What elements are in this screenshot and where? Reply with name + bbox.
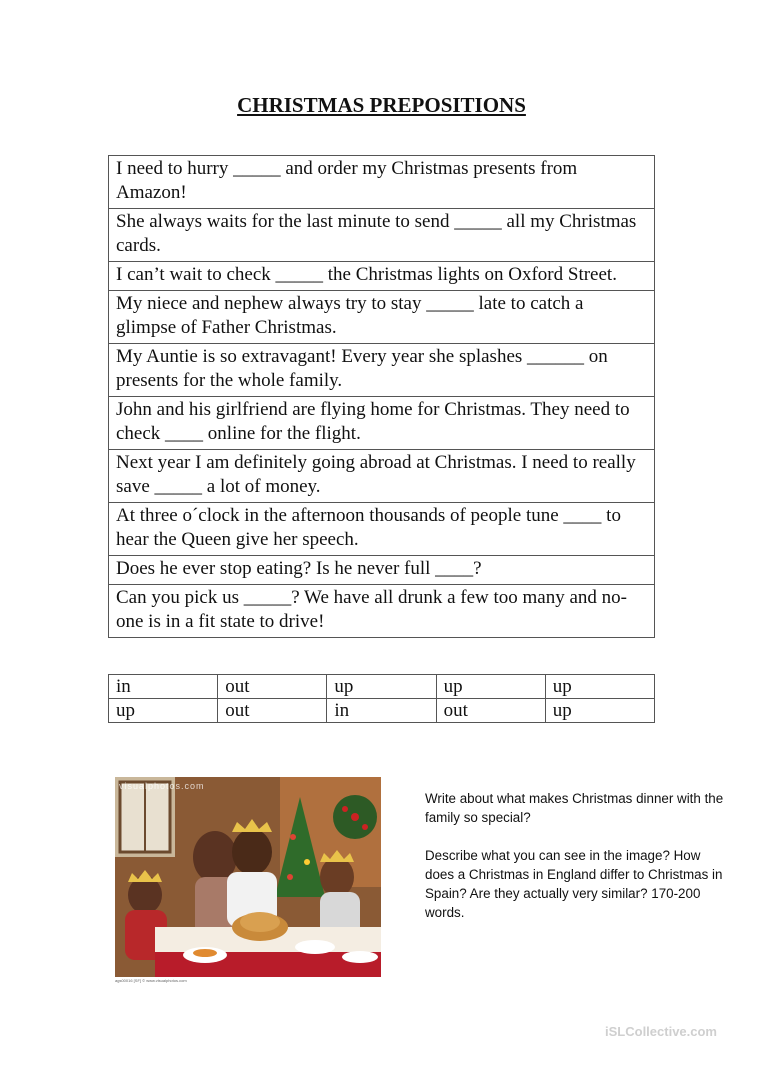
sentence-1: I need to hurry _____ and order my Christmas presents from Amazon! <box>109 156 655 209</box>
word-cell: out <box>218 699 327 723</box>
word-cell: up <box>545 699 654 723</box>
word-bank-table <box>108 674 655 723</box>
word-cell: in <box>327 699 436 723</box>
writing-task <box>425 789 725 941</box>
table-row <box>109 291 655 344</box>
photo-watermark: visualphotos.com <box>119 781 205 791</box>
family-dinner-illustration <box>115 777 381 977</box>
sentence-7: Next year I am definitely going abroad at Christmas. I need to really save _____ a lot of money. <box>109 450 655 503</box>
word-cell: up <box>436 675 545 699</box>
sentence-8: At three o´clock in the afternoon thousands of people tune ____ to hear the Queen give her speech. <box>109 503 655 556</box>
photo-caption: ags00016 [SF] © www.visualphotos.com <box>115 978 187 983</box>
sentence-9: Does he ever stop eating? Is he never full ____? <box>109 556 655 585</box>
sentence-2: She always waits for the last minute to send _____ all my Christmas cards. <box>109 209 655 262</box>
table-row <box>109 556 655 585</box>
sentence-4: My niece and nephew always try to stay _____ late to catch a glimpse of Father Christmas. <box>109 291 655 344</box>
table-row <box>109 344 655 397</box>
table-row <box>109 585 655 638</box>
word-cell: in <box>109 675 218 699</box>
task-paragraph-2: Describe what you can see in the image? How does a Christmas in England differ to Christmas in Spain? Are they actually very similar? 170-200 words. <box>425 848 723 920</box>
table-row <box>109 450 655 503</box>
table-row <box>109 675 655 699</box>
sentence-10: Can you pick us _____? We have all drunk a few too many and no-one is in a fit state to drive! <box>109 585 655 638</box>
table-row <box>109 397 655 450</box>
sentence-table <box>108 155 655 638</box>
worksheet-title: CHRISTMAS PREPOSITIONS <box>237 93 526 117</box>
sentence-6: John and his girlfriend are flying home for Christmas. They need to check ____ online for the flight. <box>109 397 655 450</box>
word-cell: out <box>218 675 327 699</box>
word-cell: up <box>327 675 436 699</box>
table-row <box>109 209 655 262</box>
table-row <box>109 156 655 209</box>
sentence-3: I can’t wait to check _____ the Christmas lights on Oxford Street. <box>109 262 655 291</box>
table-row <box>109 503 655 556</box>
word-cell: up <box>545 675 654 699</box>
word-cell: up <box>109 699 218 723</box>
site-watermark: iSLCollective.com <box>605 1024 717 1039</box>
task-paragraph-1: Write about what makes Christmas dinner with the family so special? <box>425 791 724 825</box>
sentence-5: My Auntie is so extravagant! Every year she splashes ______ on presents for the whole family. <box>109 344 655 397</box>
table-row <box>109 699 655 723</box>
table-row <box>109 262 655 291</box>
word-cell: out <box>436 699 545 723</box>
family-dinner-photo <box>115 777 381 977</box>
